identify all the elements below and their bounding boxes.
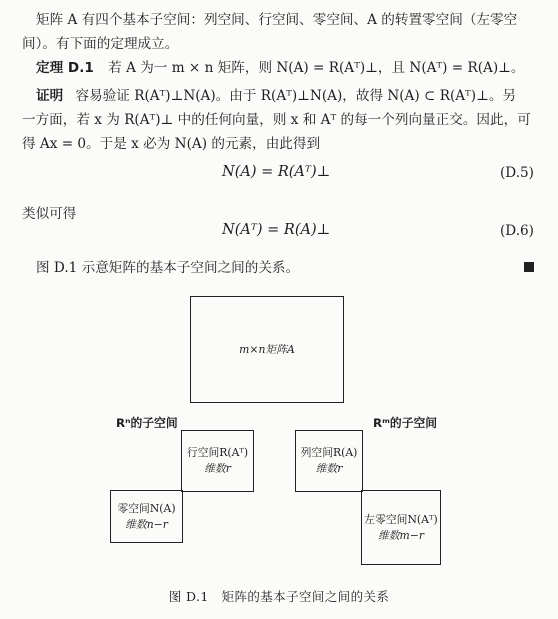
column-space-dim: 维数r <box>315 462 343 475</box>
equation-d6: N(Aᵀ) = R(A)⊥ <box>222 222 331 238</box>
row-space-name: 行空间R(Aᵀ) <box>186 446 249 459</box>
proof-line: 一方面，若 x 为 R(Aᵀ)⊥ 中的任何向量，则 x 和 Aᵀ 的每一个列向量正交。因此，可 <box>22 112 531 128</box>
row-space-dim: 维数r <box>204 462 231 475</box>
column-space-name: 列空间R(A) <box>300 446 358 459</box>
paragraph-line: 间）。有下面的定理成立。 <box>22 36 179 52</box>
figure-reference: 图 D.1 示意矩阵的基本子空间之间的关系。 <box>36 260 300 276</box>
equation-number: (D.6) <box>500 223 534 239</box>
qed-symbol <box>524 262 534 272</box>
theorem <box>36 56 552 80</box>
equation-number: (D.5) <box>500 165 534 181</box>
null-space-name: 零空间N(A) <box>117 501 176 515</box>
theorem-label: 定理 D.1 <box>36 60 94 76</box>
left-null-space-box <box>361 490 441 565</box>
column-space-box <box>295 430 363 492</box>
null-space-box <box>110 490 183 543</box>
proof-line: 得 Ax = 0。于是 x 必为 N(A) 的元素，由此得到 <box>22 136 321 152</box>
paragraph-line: 类似可得 <box>22 206 77 222</box>
matrix-box <box>190 296 344 403</box>
left-null-space-dim: 维数m−r <box>377 528 425 542</box>
row-space-box <box>181 430 254 492</box>
equation-d5: N(A) = R(Aᵀ)⊥ <box>222 164 331 180</box>
rm-subspace-label: Rᵐ的子空间 <box>373 416 438 430</box>
left-null-space-name: 左零空间N(Aᵀ) <box>364 512 438 526</box>
rn-subspace-label: Rⁿ的子空间 <box>116 416 178 430</box>
matrix-label: m×n矩阵A <box>239 342 295 356</box>
paragraph-line: 矩阵 A 有四个基本子空间：列空间、行空间、零空间、A 的转置零空间（左零空 <box>36 12 518 28</box>
theorem-text: 若 A 为一 m × n 矩阵，则 N(A) = R(Aᵀ)⊥，且 N(Aᵀ) = R(A)⊥。 <box>108 60 525 76</box>
figure-caption: 图 D.1 矩阵的基本子空间之间的关系 <box>168 589 390 604</box>
null-space-dim: 维数n−r <box>125 517 168 531</box>
proof-text: 容易验证 R(Aᵀ)⊥N(A)。由于 R(Aᵀ)⊥N(A)，故得 N(A) ⊂ R(Aᵀ)⊥。另 <box>75 88 517 104</box>
proof-label: 证明 <box>36 88 64 104</box>
proof-line <box>36 84 552 108</box>
